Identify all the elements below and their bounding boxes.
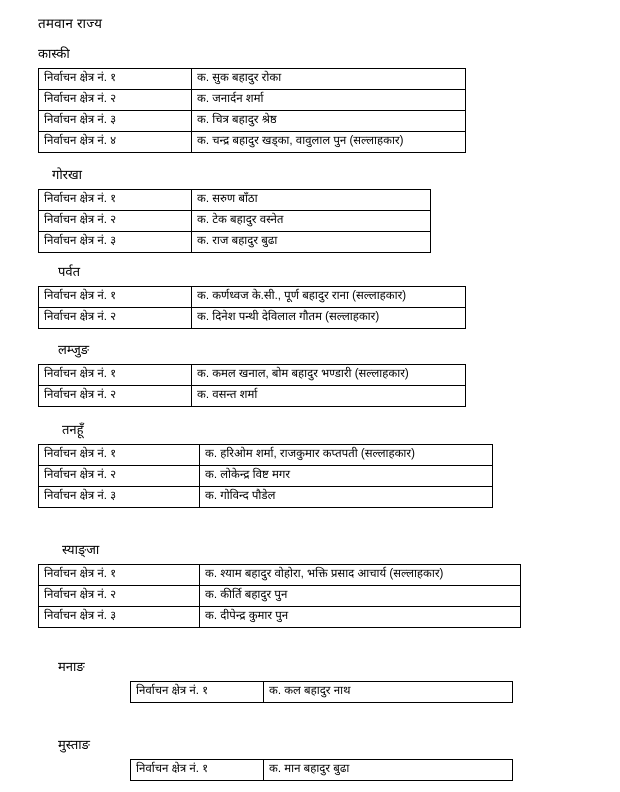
page-title: तमवान राज्य [38, 16, 103, 31]
section-tanahu [38, 420, 620, 508]
table-row [39, 69, 466, 90]
candidate-cell: क. कमल खनाल, बोम बहादुर भण्डारी (सल्लाहकार) [192, 365, 466, 386]
table-parbat [38, 286, 466, 329]
table-row [131, 682, 513, 703]
section-heading-lamjung: लम्जुङ [58, 342, 90, 357]
section-parbat [38, 262, 620, 329]
table-row [39, 466, 493, 487]
section-kaski [38, 44, 620, 153]
constituency-cell: निर्वाचन क्षेत्र नं. १ [39, 445, 200, 466]
table-gorkha [38, 189, 431, 253]
candidate-cell: क. दिनेश पन्थी देविलाल गौतम (सल्लाहकार) [192, 308, 466, 329]
table-row [39, 211, 431, 232]
table-row [131, 760, 513, 781]
constituency-cell: निर्वाचन क्षेत्र नं. ३ [39, 487, 200, 508]
table-row [39, 607, 521, 628]
candidate-cell: क. कल बहादुर नाथ [264, 682, 513, 703]
table-row [39, 232, 431, 253]
candidate-cell: क. गोविन्द पौडेल [200, 487, 493, 508]
constituency-cell: निर्वाचन क्षेत्र नं. १ [39, 287, 192, 308]
candidate-cell: क. हरिओम शर्मा, राजकुमार कप्तपती (सल्लाहकार) [200, 445, 493, 466]
section-heading-gorkha: गोरखा [52, 167, 83, 182]
section-heading-tanahu: तनहूँ [62, 422, 84, 437]
candidate-cell: क. कर्णध्वज के.सी., पूर्ण बहादुर राना (सल्लाहकार) [192, 287, 466, 308]
candidate-cell: क. टेक बहादुर वस्नेत [192, 211, 431, 232]
constituency-cell: निर्वाचन क्षेत्र नं. १ [131, 760, 264, 781]
candidate-cell: क. कीर्ति बहादुर पुन [200, 586, 521, 607]
table-row [39, 365, 466, 386]
table-row [39, 565, 521, 586]
section-heading-mustang: मुस्ताङ [58, 737, 90, 752]
section-heading-syangja: स्याङ्जा [62, 542, 100, 557]
candidate-cell: क. दीपेन्द्र कुमार पुन [200, 607, 521, 628]
candidate-cell: क. चित्र बहादुर श्रेष्ठ [192, 111, 466, 132]
candidate-cell: क. मान बहादुर बुढा [264, 760, 513, 781]
candidate-cell: क. लोकेन्द्र विष्ट मगर [200, 466, 493, 487]
section-heading-kaski: कास्की [38, 46, 70, 61]
constituency-cell: निर्वाचन क्षेत्र नं. २ [39, 90, 192, 111]
constituency-cell: निर्वाचन क्षेत्र नं. २ [39, 308, 192, 329]
section-heading-manang: मनाङ [58, 659, 85, 674]
constituency-cell: निर्वाचन क्षेत्र नं. २ [39, 386, 192, 407]
table-row [39, 90, 466, 111]
table-row [39, 586, 521, 607]
section-lamjung [38, 340, 620, 407]
constituency-cell: निर्वाचन क्षेत्र नं. १ [131, 682, 264, 703]
section-heading-parbat: पर्वत [58, 264, 81, 279]
table-row [39, 487, 493, 508]
constituency-cell: निर्वाचन क्षेत्र नं. २ [39, 466, 200, 487]
section-gorkha [38, 165, 620, 253]
constituency-cell: निर्वाचन क्षेत्र नं. ३ [39, 232, 192, 253]
candidate-cell: क. राज बहादुर बुढा [192, 232, 431, 253]
section-syangja [38, 540, 620, 628]
table-row [39, 287, 466, 308]
table-syangja [38, 564, 521, 628]
constituency-cell: निर्वाचन क्षेत्र नं. २ [39, 211, 192, 232]
candidate-cell: क. श्याम बहादुर वोहोरा, भक्ति प्रसाद आचार्य (सल्लाहकार) [200, 565, 521, 586]
candidate-cell: क. चन्द्र बहादुर खड्का, वावुलाल पुन (सल्लाहकार) [192, 132, 466, 153]
table-mustang [130, 759, 513, 781]
constituency-cell: निर्वाचन क्षेत्र नं. १ [39, 190, 192, 211]
table-row [39, 445, 493, 466]
table-manang [130, 681, 513, 703]
table-row [39, 190, 431, 211]
constituency-cell: निर्वाचन क्षेत्र नं. ३ [39, 111, 192, 132]
constituency-cell: निर्वाचन क्षेत्र नं. १ [39, 365, 192, 386]
constituency-cell: निर्वाचन क्षेत्र नं. १ [39, 69, 192, 90]
candidate-cell: क. सुक बहादुर रोका [192, 69, 466, 90]
table-row [39, 386, 466, 407]
table-row [39, 111, 466, 132]
constituency-cell: निर्वाचन क्षेत्र नं. २ [39, 586, 200, 607]
constituency-cell: निर्वाचन क्षेत्र नं. ३ [39, 607, 200, 628]
candidate-cell: क. सरुण बाँठा [192, 190, 431, 211]
section-mustang [38, 735, 620, 781]
constituency-cell: निर्वाचन क्षेत्र नं. १ [39, 565, 200, 586]
candidate-cell: क. वसन्त शर्मा [192, 386, 466, 407]
table-tanahu [38, 444, 493, 508]
section-manang [38, 657, 620, 703]
candidate-cell: क. जनार्दन शर्मा [192, 90, 466, 111]
constituency-cell: निर्वाचन क्षेत्र नं. ४ [39, 132, 192, 153]
table-lamjung [38, 364, 466, 407]
table-row [39, 308, 466, 329]
table-kaski [38, 68, 466, 153]
table-row [39, 132, 466, 153]
